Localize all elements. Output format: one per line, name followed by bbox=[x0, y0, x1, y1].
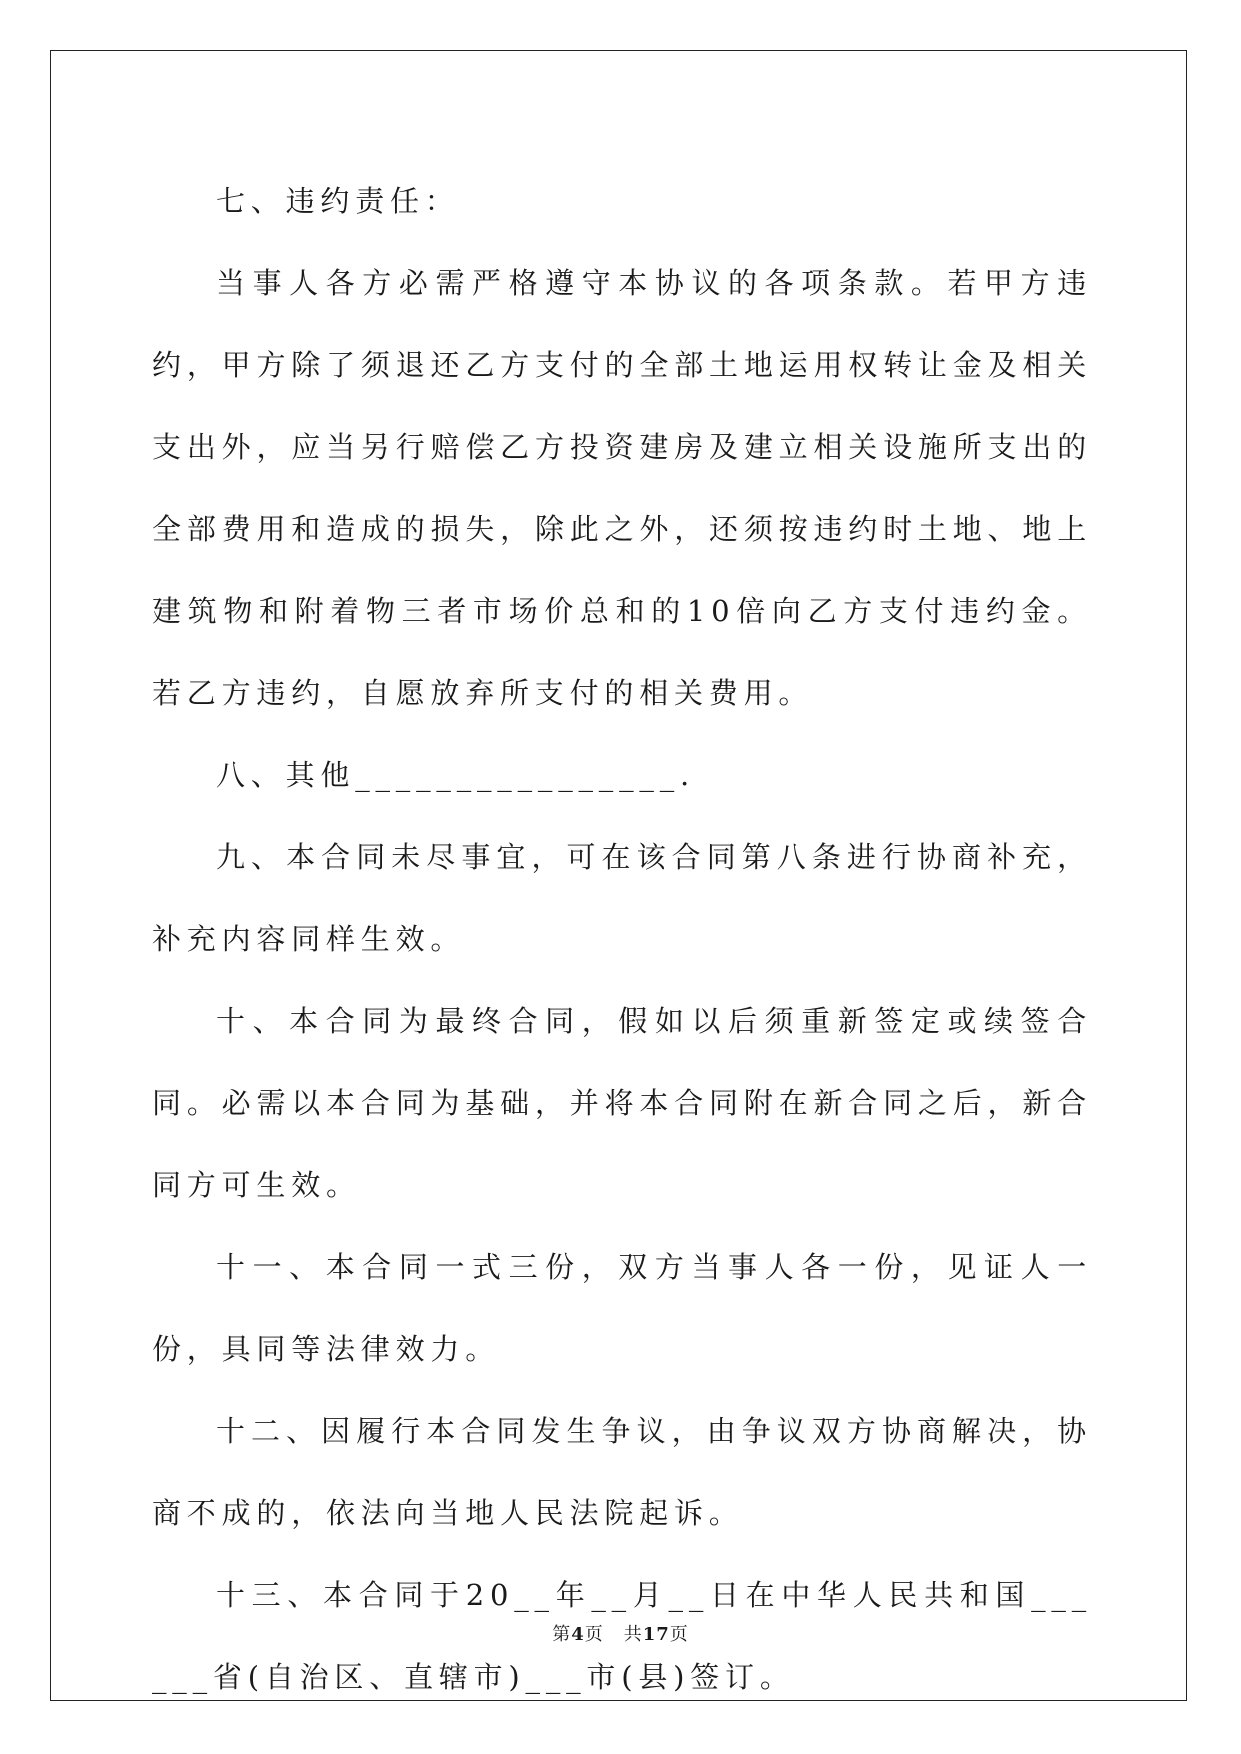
clause-twelve: 十二、因履行本合同发生争议，由争议双方协商解决，协商不成的，依法向当地人民法院起诉。 bbox=[152, 1414, 1092, 1530]
clause-seven-body: 当事人各方必需严格遵守本协议的各项条款。若甲方违约，甲方除了须退还乙方支付的全部土地运用权转让金及相关支出外，应当另行赔偿乙方投资建房及建立相关设施所支出的全部费用和造成的损失，除此之外，还须按违约时土地、地上建筑物和附着物三者市场价总和的10倍向乙方支付违约金。若乙方违约，自愿放弃所支付的相关费用。 bbox=[152, 266, 1092, 710]
clause-seven-heading: 七、违约责任： bbox=[216, 184, 460, 218]
clause-ten: 十、本合同为最终合同，假如以后须重新签定或续签合同。必需以本合同为基础，并将本合同附在新合同之后，新合同方可生效。 bbox=[152, 1004, 1092, 1202]
page-prefix: 第 bbox=[552, 1624, 572, 1645]
clause-eleven: 十一、本合同一式三份，双方当事人各一份，见证人一份，具同等法律效力。 bbox=[152, 1250, 1092, 1366]
document-body bbox=[152, 160, 1092, 1718]
clause-thirteen: 十三、本合同于20__年__月__日在中华人民共和国______省(自治区、直辖市)___市(县)签订。 bbox=[152, 1578, 1092, 1694]
page-number: 4 bbox=[571, 1624, 585, 1645]
total-prefix: 共 bbox=[623, 1624, 643, 1645]
clause-nine: 九、本合同未尽事宜，可在该合同第八条进行协商补充，补充内容同样生效。 bbox=[152, 840, 1092, 956]
page-footer bbox=[0, 1620, 1241, 1646]
total-pages: 17 bbox=[642, 1624, 670, 1645]
total-suffix: 页 bbox=[669, 1624, 689, 1645]
clause-eight: 八、其他________________. bbox=[216, 758, 696, 792]
page-suffix: 页 bbox=[584, 1624, 604, 1645]
